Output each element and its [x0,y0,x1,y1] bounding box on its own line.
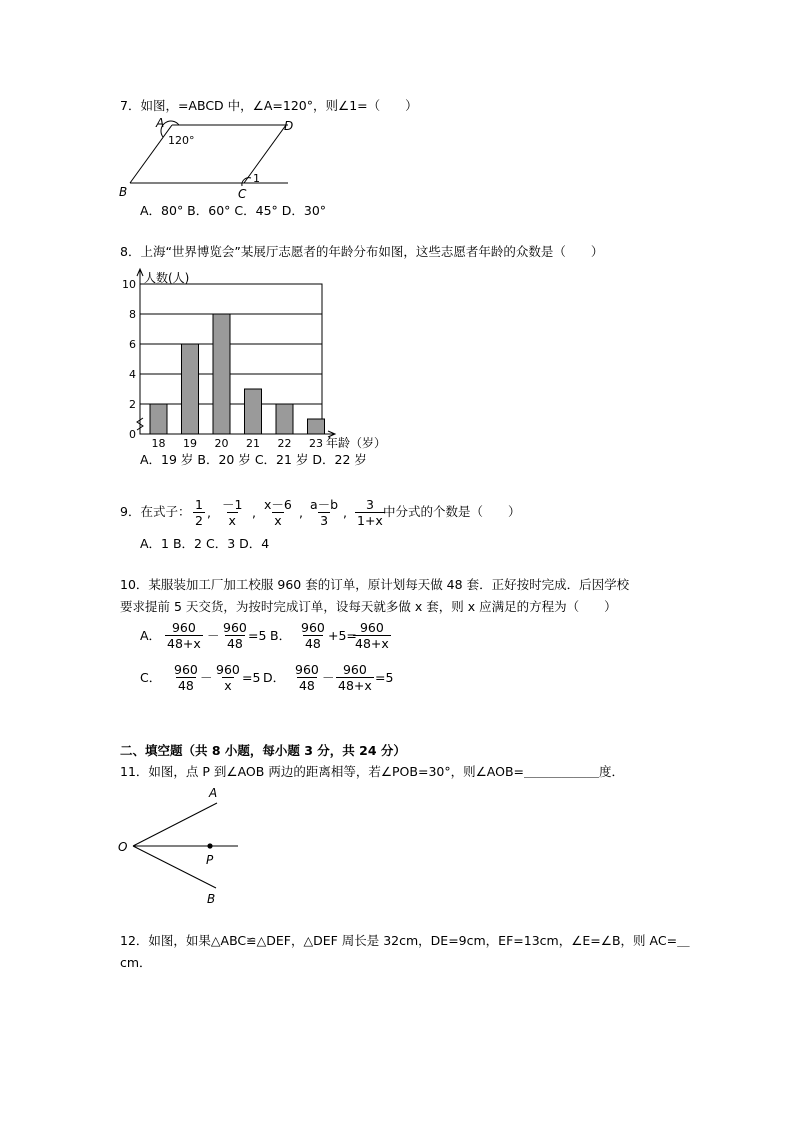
chart-bar [308,419,325,434]
q10-b1-den: 48 [304,636,321,651]
q9-f5-den: 1+x [357,513,383,528]
q10-d-fraction-2 [336,662,374,693]
q11-angle-figure [110,782,250,908]
q9-f4-num: a－b [310,497,339,512]
q7-label-a: A [156,116,165,130]
q10-c-eq: =5 [242,670,261,685]
q10-d1-num: 960 [295,662,319,677]
q9-comma: , [252,505,256,520]
chart-x-tick-label: 23 [309,437,323,450]
q9-prefix: 9．在式子： [120,504,191,519]
q9-f1-num: 1 [195,497,203,512]
q7-label-c: C [238,187,247,201]
q9-options: A．1 B．2 C．3 D．4 [140,536,270,551]
chart-y-tick-label: 8 [129,308,136,321]
chart-bar [150,404,167,434]
q9-comma: , [299,505,303,520]
q10-a-fraction-1 [165,620,203,651]
q10-b-fraction-2 [353,620,391,651]
q11-stem: 11．如图，点 P 到∠AOB 两边的距离相等，若∠POB=30°，则∠AOB= [120,764,525,779]
q10-b-mid: +5= [328,628,357,643]
q9-suffix: 中分式的个数是（ ） [383,504,521,519]
q9-comma: , [207,505,211,520]
q10-c1-den: 48 [177,678,194,693]
q10-c-fraction-2 [214,662,242,693]
q9-f2-den: x [228,513,236,528]
q10-a-fraction-2 [221,620,249,651]
q7-options: A．80° B．60° C．45° D．30° [140,203,327,218]
q10-a-minus: － [207,628,220,643]
chart-x-tick-label: 20 [214,437,229,450]
chart-x-tick-label: 19 [183,437,197,450]
q10-b2-num: 960 [359,620,384,635]
q10-d-eq: =5 [375,670,394,685]
q10-d2-num: 960 [342,662,367,677]
q10-a1-den: 48+x [167,636,201,651]
q9-fraction-5 [355,497,385,528]
q7-stem: 7．如图，=ABCD 中，∠A=120°，则∠1=（ ） [120,98,418,113]
chart-x-axis-title: 年龄（岁） [326,436,387,450]
q11-tail: 度． [599,764,625,779]
q11-label-b: B [207,892,216,906]
q9-f5-num: 3 [365,497,374,512]
q9-f3-den: x [274,513,282,528]
q11-label-p: P [206,853,214,867]
q9-f4-den: 3 [320,513,329,528]
q9-fraction-3 [262,497,294,528]
q10-d2-den: 48+x [338,678,372,693]
q11-label-a: A [209,786,218,800]
q10-option-b-label: B． [270,628,292,643]
q7-parallelogram-figure [110,114,310,204]
q10-d-fraction-1 [293,662,321,693]
q7-label-d: D [284,119,294,133]
q11-stem-row [120,764,624,780]
section-2-title: 二、填空题（共 8 小题，每小题 3 分，共 24 分） [120,743,406,758]
chart-y-tick-label: 0 [129,428,136,441]
q10-a-eq: =5 [248,628,267,643]
q10-option-a-label: A． [140,628,162,643]
chart-x-tick-label: 18 [151,437,166,450]
q7-label-b: B [119,185,128,199]
chart-bar [213,314,230,434]
q10-option-d-label: D． [263,670,286,685]
chart-bar [182,344,199,434]
chart-y-tick-label: 2 [129,398,136,411]
chart-y-axis-title: 人数(人) [144,271,190,285]
chart-x-tick-label: 22 [277,437,292,450]
q7-angle1-label: 1 [253,172,260,185]
q10-c-fraction-1 [172,662,200,693]
q11-label-o: O [118,840,128,854]
q12-line1: 12．如图，如果△ABC≌△DEF，△DEF 周长是 32cm，DE=9cm，EF=13cm，∠E=∠B，则 AC=＿ [120,933,690,948]
q10-option-c-label: C． [140,670,162,685]
chart-y-tick-label: 6 [129,338,136,351]
q9-f1-den: 2 [195,513,203,528]
q10-b1-num: 960 [301,620,325,635]
q9-comma: , [343,505,347,520]
q10-a2-num: 960 [223,620,247,635]
chart-y-tick-label: 4 [129,368,136,381]
q11-answer-blank[interactable]: ＿＿＿＿＿＿ [524,764,600,779]
q10-line2: 要求提前 5 天交货，为按时完成订单，设每天就多做 x 套，则 x 应满足的方程为（ ） [120,599,617,614]
q10-c2-num: 960 [216,662,240,677]
chart-bar [276,404,293,434]
q10-c1-num: 960 [174,662,198,677]
q10-a2-den: 48 [226,636,243,651]
q9-fraction-4 [308,497,340,528]
q10-c2-den: x [224,678,232,693]
q10-a1-num: 960 [171,620,196,635]
q10-d-minus: － [322,670,335,685]
q9-f3-num: x－6 [264,497,292,512]
q11-point-p [207,843,212,848]
q10-line1: 10．某服装加工厂加工校服 960 套的订单，原计划每天做 48 套．正好按时完成．后因学校 [120,577,630,592]
q12-line2: cm． [120,955,152,970]
q8-bar-chart [112,258,412,454]
chart-x-tick-label: 21 [246,437,260,450]
q9-f2-num: －1 [222,497,243,512]
q10-d1-den: 48 [298,678,315,693]
q9-fraction-2 [220,497,244,528]
q8-options: A．19 岁 B．20 岁 C．21 岁 D．22 岁 [140,452,367,467]
q10-c-minus: － [200,670,213,685]
chart-axis-break [137,418,143,430]
q10-b2-den: 48+x [355,636,389,651]
chart-y-tick-label: 10 [122,278,136,291]
q9-fraction-1 [193,497,205,528]
q10-b-fraction-1 [299,620,327,651]
q8-stem: 8．上海“世界博览会”某展厅志愿者的年龄分布如图，这些志愿者年龄的众数是（ ） [120,244,604,259]
chart-bar [245,389,262,434]
q7-angle-label: 120° [168,134,195,147]
